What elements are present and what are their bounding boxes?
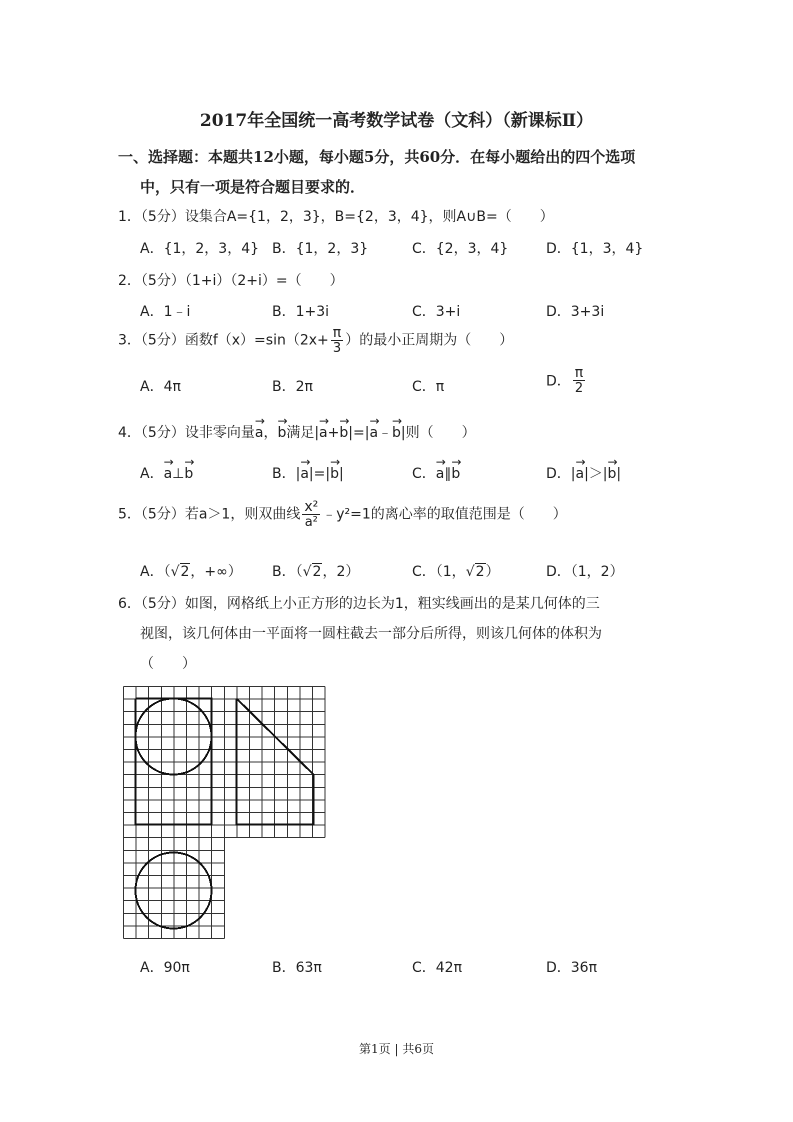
q6-option-b: B．63π <box>272 960 322 976</box>
question-2 <box>118 270 344 290</box>
q5-option-a <box>140 561 242 581</box>
question-stem-cont: ﹣y²=1的离心率的取值范围是（ ） <box>322 506 567 523</box>
question-4 <box>118 422 476 442</box>
vector-a: → a <box>369 425 378 441</box>
sqrt-sign: √ <box>302 564 312 580</box>
stem-part: |=| <box>348 425 370 441</box>
q6-option-d: D．36π <box>546 960 598 976</box>
q4-option-a <box>140 463 193 483</box>
q6-option-a: A．90π <box>140 960 190 976</box>
q6-option-c: C．42π <box>412 960 463 976</box>
stem-part: 满足| <box>286 425 320 441</box>
vector-a: → a <box>436 466 445 482</box>
question-1 <box>118 206 554 226</box>
radicand: 2 <box>312 564 322 580</box>
grid-lines <box>124 687 326 939</box>
question-number: 1． <box>118 209 141 225</box>
vector-b: → b <box>608 466 617 482</box>
q1-option-a: A．{1，2，3，4} <box>140 241 260 257</box>
question-stem: （5分）如图，网格纸上小正方形的边长为1，粗实线画出的是某几何体的三 <box>140 596 600 612</box>
radicand: 2 <box>180 564 190 580</box>
fraction <box>302 500 320 529</box>
fraction-denominator: a² <box>302 514 320 529</box>
separator: ， <box>263 425 278 441</box>
question-6-line3: （ ） <box>140 656 196 672</box>
q4-option-c <box>412 463 460 483</box>
q5-option-d: D．（1，2） <box>546 564 624 580</box>
option-label: D． <box>546 466 571 482</box>
option-text: B．（ <box>272 564 303 580</box>
fraction <box>331 326 343 355</box>
option-label: C． <box>412 466 436 482</box>
question-6 <box>118 593 600 613</box>
q3-option-c: C．π <box>412 379 445 395</box>
question-number: 5． <box>118 506 141 523</box>
q2-option-a: A．1﹣i <box>140 304 191 320</box>
question-number: 4． <box>118 425 141 441</box>
question-stem: （5分）函数f（x）=sin（2x+ <box>140 332 329 349</box>
q3-option-b: B．2π <box>272 379 313 395</box>
question-number: 2． <box>118 273 141 289</box>
question-number: 6． <box>118 596 141 612</box>
q4-option-d <box>546 463 621 483</box>
radicand: 2 <box>475 564 485 580</box>
q3-option-d <box>546 366 587 395</box>
relation: ∥ <box>444 466 452 482</box>
vector-b: → b <box>277 425 286 441</box>
vector-a: → a <box>255 425 264 441</box>
stem-part: ﹣ <box>378 425 393 441</box>
vector-a: → a <box>319 425 328 441</box>
sqrt <box>171 564 191 580</box>
q5-option-b <box>272 561 359 581</box>
vector-b: → b <box>339 425 348 441</box>
vector-a: → a <box>300 466 309 482</box>
relation: ⊥ <box>172 466 185 482</box>
section-heading: 一、选择题：本题共12小题，每小题5分，共60分．在每小题给出的四个选项 <box>118 148 636 166</box>
option-text: ，2） <box>322 564 360 580</box>
vector-b: → b <box>184 466 193 482</box>
abs-bar: | <box>570 466 576 482</box>
vector-b: → b <box>451 466 460 482</box>
three-view-figure <box>123 686 329 942</box>
q2-option-d: D．3+3i <box>546 304 605 320</box>
q1-option-d: D．{1，3，4} <box>546 241 644 257</box>
sqrt <box>466 564 486 580</box>
question-6-line2: 视图，该几何体由一平面将一圆柱截去一部分后所得，则该几何体的体积为 <box>140 626 602 642</box>
relation: |=| <box>308 466 331 482</box>
vector-a: → a <box>164 466 173 482</box>
q4-option-b <box>272 463 344 483</box>
question-number: 3． <box>118 332 141 349</box>
q2-option-b: B．1+3i <box>272 304 330 320</box>
vector-b: → b <box>392 425 401 441</box>
q1-option-c: C．{2，3，4} <box>412 241 509 257</box>
question-stem: （5分）若a＞1，则双曲线 <box>140 506 301 523</box>
q5-option-c <box>412 561 500 581</box>
stem-part: |则（ ） <box>400 425 476 441</box>
option-label: D． <box>546 373 571 390</box>
option-text: ） <box>485 564 500 580</box>
fraction-numerator: x² <box>304 499 319 515</box>
sqrt <box>303 564 323 580</box>
stem-part: + <box>327 425 340 441</box>
vector-b: → b <box>330 466 339 482</box>
option-text: A．（ <box>140 564 171 580</box>
question-3 <box>118 326 513 355</box>
sqrt-sign: √ <box>465 564 475 580</box>
question-stem: （5分）设非零向量 <box>140 425 255 441</box>
fraction <box>573 366 585 395</box>
option-text: ，+∞） <box>190 564 242 580</box>
page-footer: 第1页 | 共6页 <box>359 1042 434 1056</box>
option-label: A． <box>140 466 164 482</box>
option-label: B． <box>272 466 296 482</box>
question-stem: （5分）设集合A={1，2，3}，B={2，3，4}，则A∪B=（ ） <box>140 209 554 225</box>
abs-bar: | <box>295 466 301 482</box>
sqrt-sign: √ <box>170 564 180 580</box>
abs-bar: | <box>338 466 344 482</box>
fraction-numerator: π <box>332 325 342 341</box>
vector-a: → a <box>576 466 585 482</box>
question-stem-cont: ）的最小正周期为（ ） <box>345 332 514 349</box>
fraction-denominator: 3 <box>331 340 343 355</box>
section-heading-cont: 中，只有一项是符合题目要求的． <box>140 178 366 196</box>
question-5 <box>118 500 567 529</box>
fraction-numerator: π <box>574 365 584 381</box>
q3-option-a: A．4π <box>140 379 181 395</box>
relation: |＞| <box>584 466 608 482</box>
abs-bar: | <box>616 466 622 482</box>
page-title: 2017年全国统一高考数学试卷（文科）（新课标Ⅱ） <box>199 111 594 131</box>
option-text: C．（1， <box>412 564 466 580</box>
q1-option-b: B．{1，2，3} <box>272 241 369 257</box>
fraction-denominator: 2 <box>573 380 585 395</box>
q2-option-c: C．3+i <box>412 304 461 320</box>
question-stem: （5分）（1+i）（2+i）=（ ） <box>140 273 344 289</box>
